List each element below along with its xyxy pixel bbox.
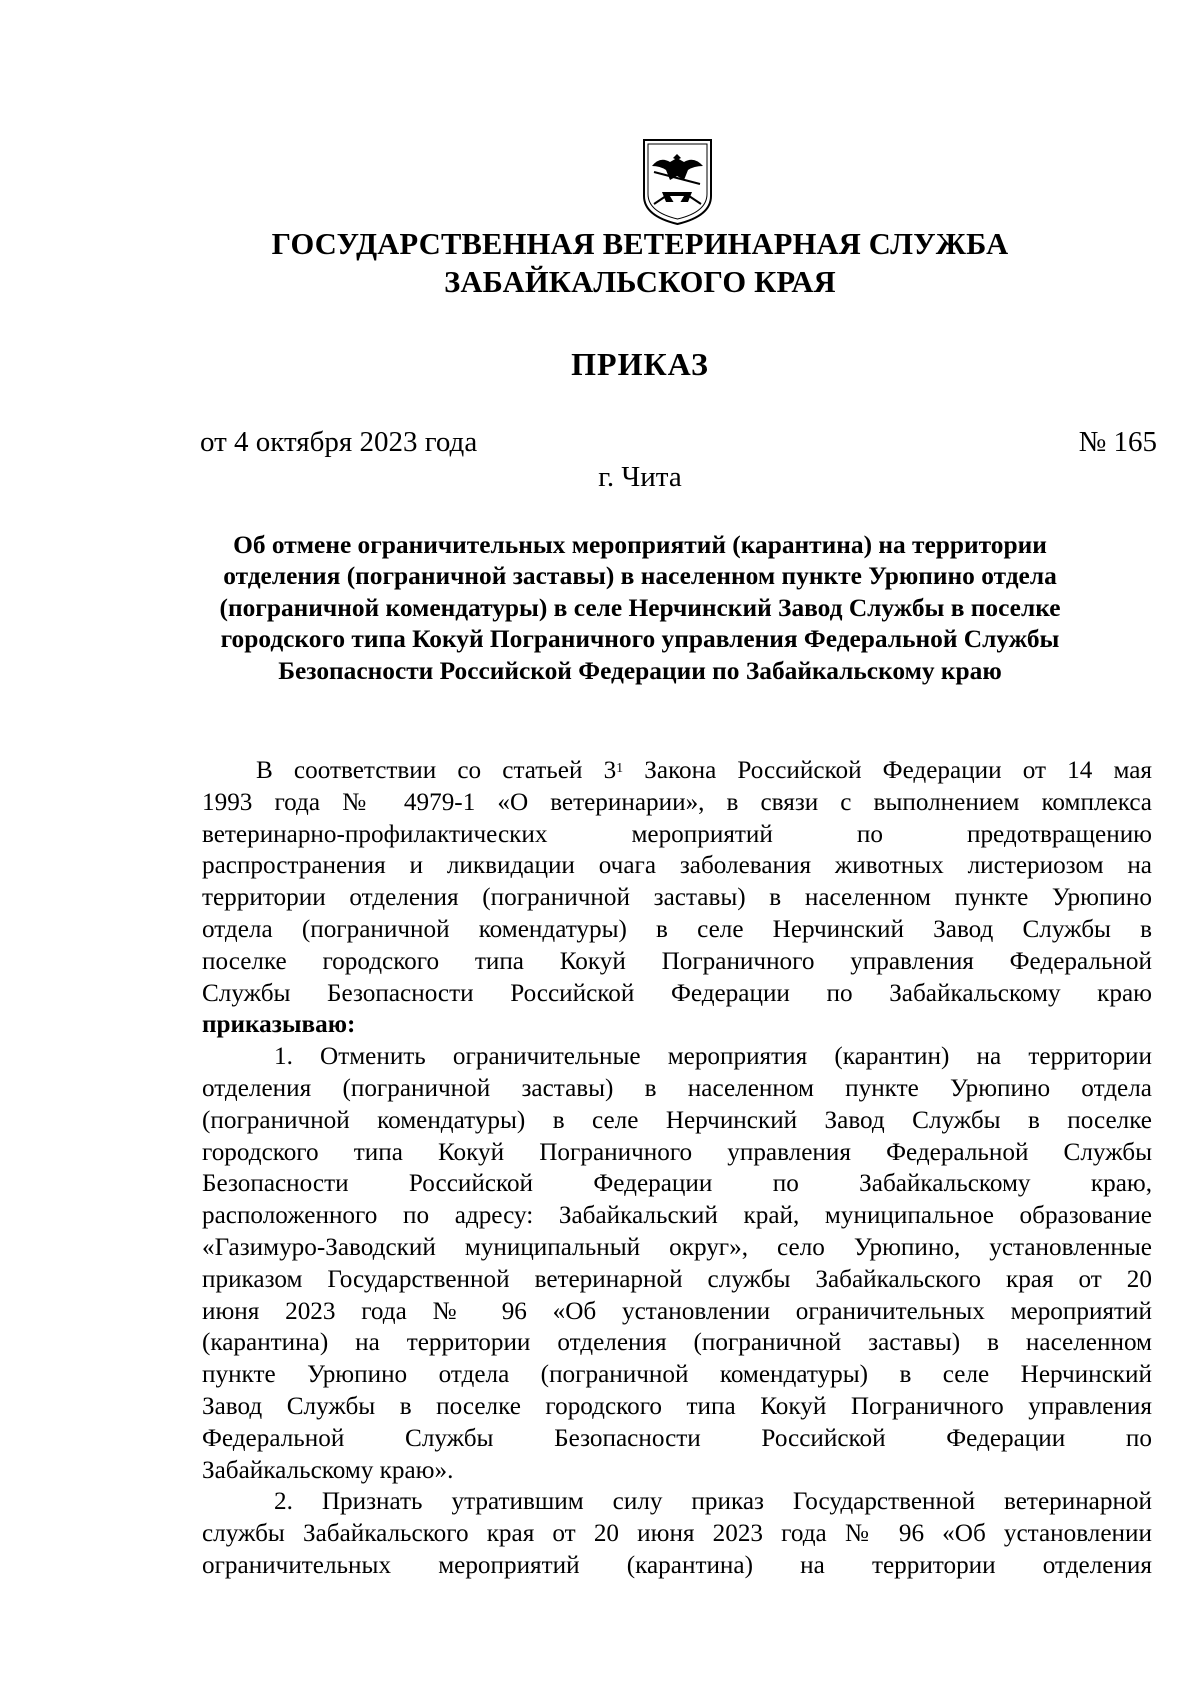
document-date: от 4 октября 2023 года bbox=[200, 426, 478, 458]
item1-line: июня 2023 года № 96 «Об установлении ограничительных мероприятий bbox=[202, 1297, 1152, 1325]
item1-line: Забайкальскому краю». bbox=[202, 1456, 454, 1484]
subject-line: (пограничной комендатуры) в селе Нерчинский Завод Службы в поселке bbox=[219, 593, 1061, 622]
item1-line: Федеральной Службы Безопасности Российской Федерации по bbox=[202, 1424, 1152, 1452]
order-word: приказываю: bbox=[202, 1011, 356, 1039]
item1-line: приказом Государственной ветеринарной службы Забайкальского края от 20 bbox=[202, 1265, 1152, 1293]
preamble-first-line: В соответствии со статьей $3^1$ Закона Российской Федерации от 14 мая bbox=[256, 757, 1152, 784]
preamble-line: поселке городского типа Кокуй Пограничного управления Федеральной bbox=[202, 947, 1152, 975]
subject-line: Об отмене ограничительных мероприятий (карантина) на территории bbox=[233, 531, 1047, 559]
document-type: ПРИКАЗ bbox=[571, 346, 709, 382]
preamble-line: отдела (пограничной комендатуры) в селе Нерчинский Завод Службы в bbox=[202, 915, 1152, 943]
document-subject bbox=[196, 530, 1084, 687]
preamble-line: ветеринарно-профилактических мероприятий по предотвращению bbox=[202, 820, 1152, 848]
organization-name-line1: ГОСУДАРСТВЕННАЯ ВЕТЕРИНАРНАЯ СЛУЖБА bbox=[271, 227, 1009, 261]
preamble-line: территории отделения (пограничной заставы) в населенном пункте Урюпино bbox=[202, 884, 1152, 912]
subject-line: отделения (пограничной заставы) в населенном пункте Урюпино отдела bbox=[223, 562, 1057, 591]
organization-name-line2: ЗАБАЙКАЛЬСКОГО КРАЯ bbox=[444, 265, 836, 299]
document-city: г. Чита bbox=[598, 461, 682, 493]
subject-line: Безопасности Российской Федерации по Забайкальскому краю bbox=[278, 656, 1002, 685]
preamble-line: распространения и ликвидации очага заболевания животных листериозом на bbox=[202, 852, 1152, 880]
item1-line: расположенного по адресу: Забайкальский край, муниципальное образование bbox=[202, 1202, 1152, 1230]
item1-line: отделения (пограничной заставы) в населенном пункте Урюпино отдела bbox=[202, 1074, 1152, 1102]
item1-line: 1. Отменить ограничительные мероприятия (карантин) на территории bbox=[274, 1043, 1152, 1071]
item2-line: 2. Признать утратившим силу приказ Государственной ветеринарной bbox=[274, 1488, 1152, 1516]
document-body bbox=[202, 755, 1152, 1582]
subject-line: городского типа Кокуй Пограничного управления Федеральной Службы bbox=[220, 625, 1060, 654]
item2-line: ограничительных мероприятий (карантина) на территории отделения bbox=[202, 1551, 1152, 1579]
preamble-line: Службы Безопасности Российской Федерации по Забайкальскому краю bbox=[202, 979, 1152, 1007]
item2-line: службы Забайкальского края от 20 июня 2023 года № 96 «Об установлении bbox=[202, 1520, 1152, 1548]
item1-line: Завод Службы в поселке городского типа Кокуй Пограничного управления bbox=[202, 1392, 1152, 1420]
item1-line: «Газимуро-Заводский муниципальный округ», село Урюпино, установленные bbox=[202, 1233, 1152, 1261]
item1-line: городского типа Кокуй Пограничного управления Федеральной Службы bbox=[202, 1138, 1152, 1166]
item1-line: пункте Урюпино отдела (пограничной комендатуры) в селе Нерчинский bbox=[202, 1361, 1152, 1389]
item1-line: (пограничной комендатуры) в селе Нерчинский Завод Службы в поселке bbox=[202, 1106, 1152, 1134]
item1-line: (карантина) на территории отделения (пограничной заставы) в населенном bbox=[202, 1329, 1152, 1357]
article-superscript: 1 bbox=[616, 761, 624, 776]
document-number: № 165 bbox=[1078, 426, 1157, 458]
item1-line: Безопасности Российской Федерации по Забайкальскому краю, bbox=[202, 1170, 1152, 1198]
coat-of-arms-icon bbox=[640, 136, 715, 226]
preamble-line: 1993 года № 4979-1 «О ветеринарии», в связи с выполнением комплекса bbox=[202, 788, 1152, 816]
